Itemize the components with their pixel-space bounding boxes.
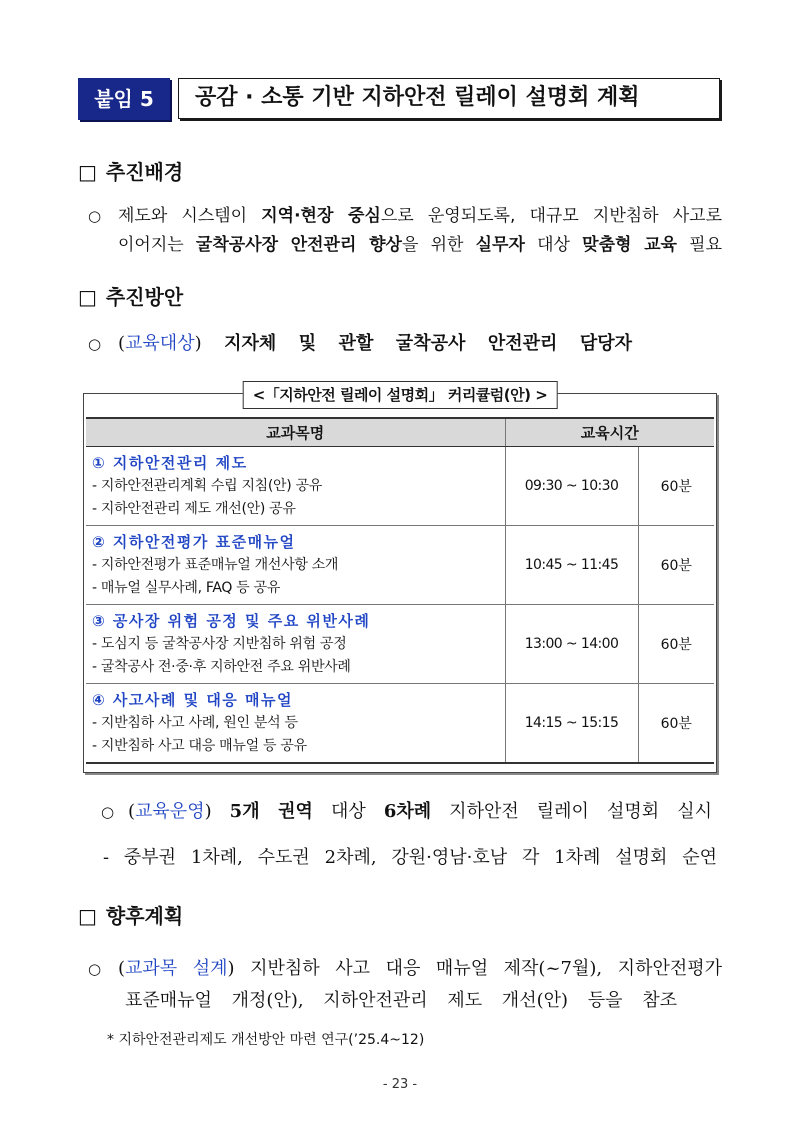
subject-title: ④ 사고사례 및 대응 매뉴얼 (92, 690, 293, 709)
education-operation-line (128, 797, 712, 827)
subject-cell (86, 684, 505, 764)
subject-detail: - 지하안전관리계획 수립 지침(안) 공유 (92, 477, 323, 494)
subject-cell (86, 605, 505, 684)
future-item-line-2: 표준매뉴얼 개정(안), 지하안전관리 제도 개선(안) 등을 참조 (125, 990, 677, 1011)
subject-title: ① 지하안전관리 제도 (92, 453, 248, 472)
section-title: 추진배경 (105, 160, 184, 184)
page-number: - 23 - (382, 1077, 418, 1092)
footnote: * 지하안전관리제도 개선방안 마련 연구(’25.4~12) (107, 1032, 425, 1048)
background-line-1 (118, 202, 722, 231)
square-bullet-icon: □ (78, 904, 97, 928)
time-cell: 10:45 ~ 11:45 (505, 526, 638, 605)
subject-title: ② 지하안전평가 표준매뉴얼 (92, 532, 296, 551)
label-close-paren: ) (227, 958, 235, 979)
table-row (86, 526, 714, 605)
subject-title: ③ 공사장 위험 공정 및 주요 위반사례 (92, 611, 371, 630)
course-design-label: 교과목 설계 (125, 958, 228, 979)
future-item-line-1 (118, 954, 722, 984)
education-operation-sub-item: - 중부권 1차례, 수도권 2차례, 강원·영남·호남 각 1차례 설명회 순연 (103, 847, 717, 868)
circle-bullet-icon: ○ (101, 803, 115, 821)
text-segment: 필요 (676, 235, 723, 255)
table-row (86, 684, 714, 764)
subject-detail: - 도심지 등 굴착공사장 지반침하 위험 공정 (92, 635, 347, 652)
subject-detail: - 지하안전평가 표준매뉴얼 개선사항 소개 (92, 556, 339, 573)
circle-bullet-icon: ○ (88, 207, 102, 225)
curriculum-table (86, 417, 714, 764)
curriculum-caption: <「지하안전 릴레이 설명회」 커리큘럼(안) > (243, 381, 558, 409)
text-segment: 지하안전 릴레이 설명회 실시 (431, 801, 712, 822)
emphasis-segment: 지역·현장 중심 (261, 206, 381, 226)
subject-cell (86, 447, 505, 526)
time-cell: 13:00 ~ 14:00 (505, 605, 638, 684)
subject-detail: - 지하안전관리 제도 개선(안) 공유 (92, 500, 296, 517)
text-segment: 대상 (524, 235, 583, 255)
duration-cell: 60분 (638, 447, 714, 526)
subject-detail: - 매뉴얼 실무사례, FAQ 등 공유 (92, 579, 281, 596)
text-segment: 지반침하 사고 대응 매뉴얼 제작(~7월), 지하안전평가 (234, 958, 723, 979)
text-segment: 을 위한 (401, 235, 476, 255)
subject-detail: - 지반침하 사고 대응 매뉴얼 등 공유 (92, 737, 307, 754)
duration-cell: 60분 (638, 605, 714, 684)
column-header-time: 교육시간 (505, 418, 714, 447)
emphasis-segment: 굴착공사장 안전관리 향상 (195, 235, 402, 255)
section-title: 추진방안 (105, 285, 184, 309)
subject-detail: - 굴착공사 전·중·후 지하안전 주요 위반사례 (92, 658, 351, 675)
square-bullet-icon: □ (78, 160, 97, 184)
text-segment: 으로 운영되도록, 대규모 지반침하 사고로 (380, 206, 722, 226)
page-title: 공감 · 소통 기반 지하안전 릴레이 설명회 계획 (178, 78, 720, 119)
text-segment: 이어지는 (118, 235, 196, 255)
education-target-label: 교육대상 (125, 333, 195, 354)
section-heading-plan (78, 284, 183, 310)
education-target-text: 지자체 및 관할 굴착공사 안전관리 담당자 (201, 333, 632, 354)
education-target-line (118, 329, 632, 359)
emphasis-segment: 맞춤형 교육 (582, 235, 677, 255)
section-title: 향후계획 (105, 904, 184, 928)
attachment-label: 붙임 5 (78, 78, 170, 120)
emphasis-segment: 5개 권역 (229, 801, 313, 822)
duration-cell: 60분 (638, 684, 714, 764)
column-header-subject: 교과목명 (86, 418, 505, 447)
text-segment: 대상 (312, 801, 384, 822)
section-heading-background (78, 159, 183, 185)
label-close-paren: ) (204, 801, 212, 822)
subject-detail: - 지반침하 사고 사례, 원인 분석 등 (92, 714, 298, 731)
circle-bullet-icon: ○ (88, 335, 102, 353)
label-close-paren: ) (194, 333, 202, 354)
label-open-paren: ( (118, 333, 126, 354)
label-open-paren: ( (118, 958, 126, 979)
background-line-2 (118, 231, 722, 260)
section-heading-future (78, 903, 183, 929)
emphasis-segment: 6차례 (383, 801, 432, 822)
table-row (86, 447, 714, 526)
table-header-row (86, 418, 714, 447)
text-segment (212, 801, 230, 822)
square-bullet-icon: □ (78, 285, 97, 309)
table-row (86, 605, 714, 684)
emphasis-segment: 실무자 (475, 235, 525, 255)
subject-cell (86, 526, 505, 605)
time-cell: 09:30 ~ 10:30 (505, 447, 638, 526)
education-operation-label: 교육운영 (135, 801, 205, 822)
circle-bullet-icon: ○ (88, 960, 102, 978)
time-cell: 14:15 ~ 15:15 (505, 684, 638, 764)
duration-cell: 60분 (638, 526, 714, 605)
text-segment: 제도와 시스템이 (118, 206, 262, 226)
label-open-paren: ( (128, 801, 136, 822)
